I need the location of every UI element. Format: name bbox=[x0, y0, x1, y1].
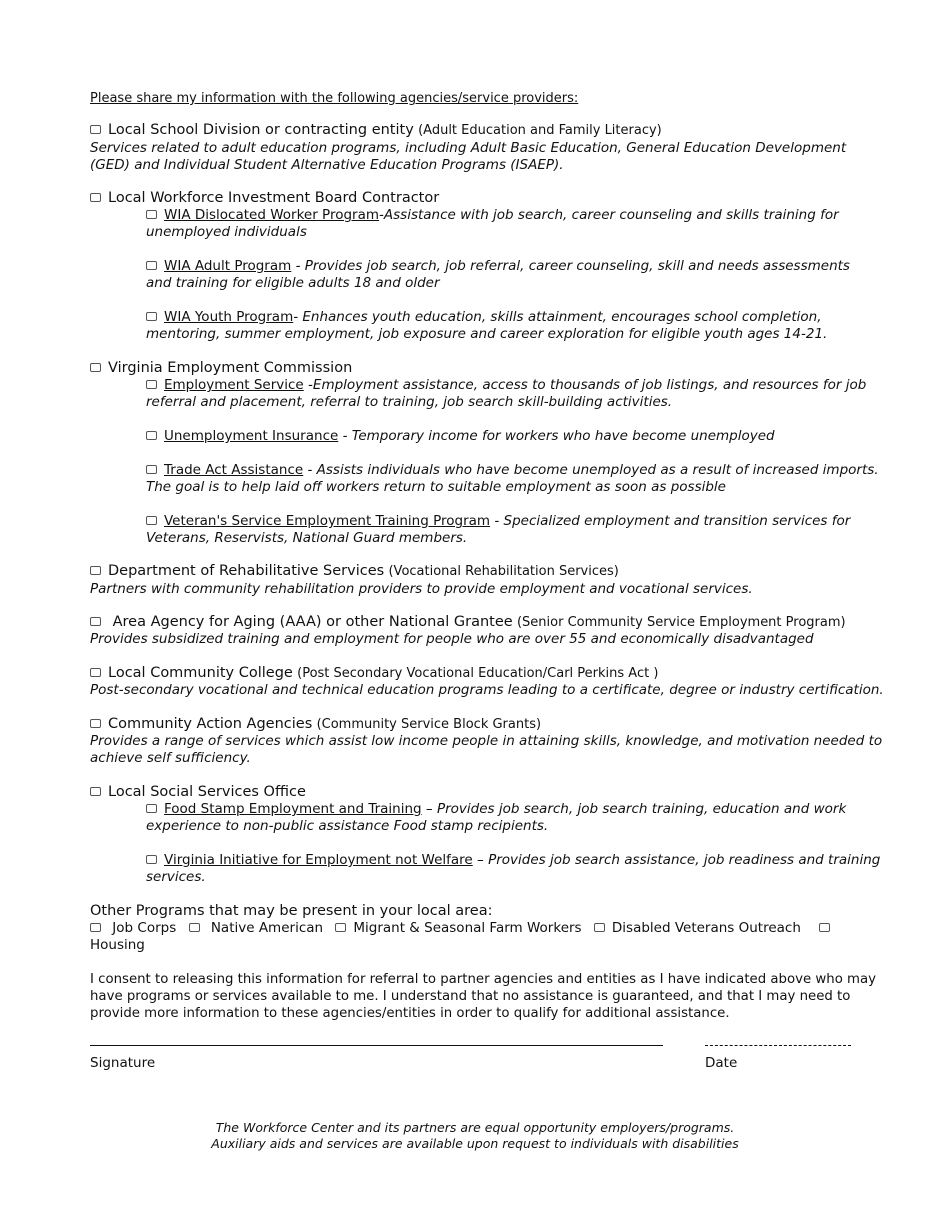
wia-dislocated-checkbox[interactable] bbox=[146, 210, 157, 219]
view-row bbox=[146, 852, 880, 869]
wia-dislocated-row bbox=[146, 207, 839, 224]
footer-aids: Auxiliary aids and services are available upon request to individuals with disabilities bbox=[211, 1136, 739, 1151]
form-header: Please share my information with the following agencies/service providers: bbox=[90, 91, 579, 106]
wia-dislocated-desc-2: unemployed individuals bbox=[146, 224, 307, 240]
employment-service-checkbox[interactable] bbox=[146, 380, 157, 389]
job-corps-checkbox[interactable] bbox=[90, 923, 101, 932]
school-division-desc-2: (GED) and Individual Student Alternative Education Programs (ISAEP). bbox=[90, 157, 564, 173]
wia-youth-desc-2: mentoring, summer employment, job exposure and career exploration for eligible youth ages 14-21. bbox=[146, 326, 828, 342]
caa-row bbox=[90, 716, 541, 733]
wia-dislocated-label: WIA Dislocated Worker Program bbox=[164, 207, 380, 223]
aging-checkbox[interactable] bbox=[90, 617, 101, 626]
trade-act-label: Trade Act Assistance bbox=[164, 462, 304, 478]
food-stamp-row bbox=[146, 801, 846, 818]
consent-text: I consent to releasing this information for referral to partner agencies and entities as I have indicated above who may bbox=[90, 972, 877, 987]
wib-row bbox=[90, 190, 439, 207]
view-desc: – Provides job search assistance, job readiness and training bbox=[472, 852, 881, 868]
employment-service-desc: -Employment assistance, access to thousands of job listings, and resources for job bbox=[303, 377, 867, 393]
view-desc-2: services. bbox=[146, 869, 206, 885]
wia-dislocated-desc: -Assistance with job search, career counseling and skills training for bbox=[379, 207, 839, 223]
rehab-desc: Partners with community rehabilitation providers to provide employment and vocational services. bbox=[90, 581, 753, 597]
wia-youth-desc: - Enhances youth education, skills attainment, encourages school completion, bbox=[293, 309, 822, 325]
other-programs-heading: Other Programs that may be present in your local area: bbox=[90, 903, 493, 919]
wia-adult-label: WIA Adult Program bbox=[164, 258, 292, 274]
date-field[interactable] bbox=[705, 1045, 851, 1046]
college-row bbox=[90, 665, 658, 682]
footer-eeo: The Workforce Center and its partners are equal opportunity employers/programs. bbox=[215, 1120, 735, 1135]
wia-adult-desc-2: and training for eligible adults 18 and older bbox=[146, 275, 440, 291]
date-label: Date bbox=[705, 1055, 738, 1071]
wib-label: Local Workforce Investment Board Contractor bbox=[108, 190, 440, 206]
disabled-veterans-label: Disabled Veterans Outreach bbox=[611, 920, 801, 936]
rehab-row bbox=[90, 563, 619, 580]
employment-service-row bbox=[146, 377, 866, 394]
trade-act-desc: - Assists individuals who have become unemployed as a result of increased imports. bbox=[303, 462, 879, 478]
aging-row bbox=[90, 614, 846, 631]
caa-desc-2: achieve self sufficiency. bbox=[90, 750, 251, 766]
trade-act-checkbox[interactable] bbox=[146, 465, 157, 474]
college-checkbox[interactable] bbox=[90, 668, 101, 677]
trade-act-row bbox=[146, 462, 879, 479]
job-corps-label: Job Corps bbox=[108, 920, 177, 936]
vec-row bbox=[90, 360, 352, 377]
native-american-checkbox[interactable] bbox=[189, 923, 200, 932]
food-stamp-checkbox[interactable] bbox=[146, 804, 157, 813]
wia-youth-row bbox=[146, 309, 822, 326]
aging-program: (Senior Community Service Employment Program) bbox=[516, 615, 846, 630]
college-program: (Post Secondary Vocational Education/Carl Perkins Act ) bbox=[297, 666, 659, 681]
social-services-checkbox[interactable] bbox=[90, 787, 101, 796]
disabled-veterans-checkbox[interactable] bbox=[594, 923, 605, 932]
wia-adult-row bbox=[146, 258, 850, 275]
migrant-farm-workers-label: Migrant & Seasonal Farm Workers bbox=[353, 920, 582, 936]
migrant-farm-workers-checkbox[interactable] bbox=[335, 923, 346, 932]
consent-text-3: provide more information to these agencies/entities in order to qualify for additional assistance. bbox=[90, 1006, 730, 1021]
veteran-row bbox=[146, 513, 850, 530]
rehab-program: (Vocational Rehabilitation Services) bbox=[388, 564, 619, 579]
college-desc: Post-secondary vocational and technical education programs leading to a certificate, degree or industry certification. bbox=[90, 682, 884, 698]
other-programs-row bbox=[90, 920, 837, 937]
caa-program: (Community Service Block Grants) bbox=[316, 717, 542, 732]
unemployment-desc: - Temporary income for workers who have become unemployed bbox=[338, 428, 775, 444]
wib-checkbox[interactable] bbox=[90, 193, 101, 202]
vec-label: Virginia Employment Commission bbox=[108, 360, 353, 376]
school-division-label: Local School Division or contracting entity bbox=[108, 122, 414, 138]
wia-adult-checkbox[interactable] bbox=[146, 261, 157, 270]
aging-label: Area Agency for Aging (AAA) or other National Grantee bbox=[108, 614, 513, 630]
unemployment-label: Unemployment Insurance bbox=[164, 428, 339, 444]
housing-label: Housing bbox=[90, 937, 145, 953]
school-division-row bbox=[90, 122, 662, 139]
consent-text-2: have programs or services available to me. I understand that no assistance is guaranteed, and that I may need to bbox=[90, 989, 851, 1004]
trade-act-desc-2: The goal is to help laid off workers return to suitable employment as soon as possible bbox=[146, 479, 726, 495]
wia-adult-desc: - Provides job search, job referral, career counseling, skill and needs assessments bbox=[291, 258, 850, 274]
food-stamp-desc: – Provides job search, job search training, education and work bbox=[421, 801, 847, 817]
employment-service-desc-2: referral and placement, referral to training, job search skill-building activities. bbox=[146, 394, 673, 410]
college-label: Local Community College bbox=[108, 665, 293, 681]
view-label: Virginia Initiative for Employment not Welfare bbox=[164, 852, 473, 868]
caa-label: Community Action Agencies bbox=[108, 716, 313, 732]
signature-field[interactable] bbox=[90, 1045, 663, 1046]
veteran-desc-2: Veterans, Reservists, National Guard members. bbox=[146, 530, 468, 546]
rehab-label: Department of Rehabilitative Services bbox=[108, 563, 385, 579]
food-stamp-label: Food Stamp Employment and Training bbox=[164, 801, 422, 817]
unemployment-row bbox=[146, 428, 775, 445]
social-services-label: Local Social Services Office bbox=[108, 784, 306, 800]
school-division-program: (Adult Education and Family Literacy) bbox=[418, 123, 662, 138]
school-division-checkbox[interactable] bbox=[90, 125, 101, 134]
social-services-row bbox=[90, 784, 306, 801]
school-division-desc: Services related to adult education programs, including Adult Basic Education, General Education Development bbox=[90, 140, 847, 156]
veteran-label: Veteran's Service Employment Training Program bbox=[164, 513, 491, 529]
veteran-checkbox[interactable] bbox=[146, 516, 157, 525]
wia-youth-label: WIA Youth Program bbox=[164, 309, 294, 325]
caa-checkbox[interactable] bbox=[90, 719, 101, 728]
aging-desc: Provides subsidized training and employment for people who are over 55 and economically disadvantaged bbox=[90, 631, 814, 647]
signature-label: Signature bbox=[90, 1055, 156, 1071]
food-stamp-desc-2: experience to non-public assistance Food stamp recipients. bbox=[146, 818, 549, 834]
housing-checkbox[interactable] bbox=[819, 923, 830, 932]
view-checkbox[interactable] bbox=[146, 855, 157, 864]
unemployment-checkbox[interactable] bbox=[146, 431, 157, 440]
caa-desc: Provides a range of services which assist low income people in attaining skills, knowledge, and motivation needed to bbox=[90, 733, 883, 749]
native-american-label: Native American bbox=[206, 920, 324, 936]
rehab-checkbox[interactable] bbox=[90, 566, 101, 575]
vec-checkbox[interactable] bbox=[90, 363, 101, 372]
veteran-desc: - Specialized employment and transition services for bbox=[490, 513, 851, 529]
employment-service-label: Employment Service bbox=[164, 377, 304, 393]
wia-youth-checkbox[interactable] bbox=[146, 312, 157, 321]
